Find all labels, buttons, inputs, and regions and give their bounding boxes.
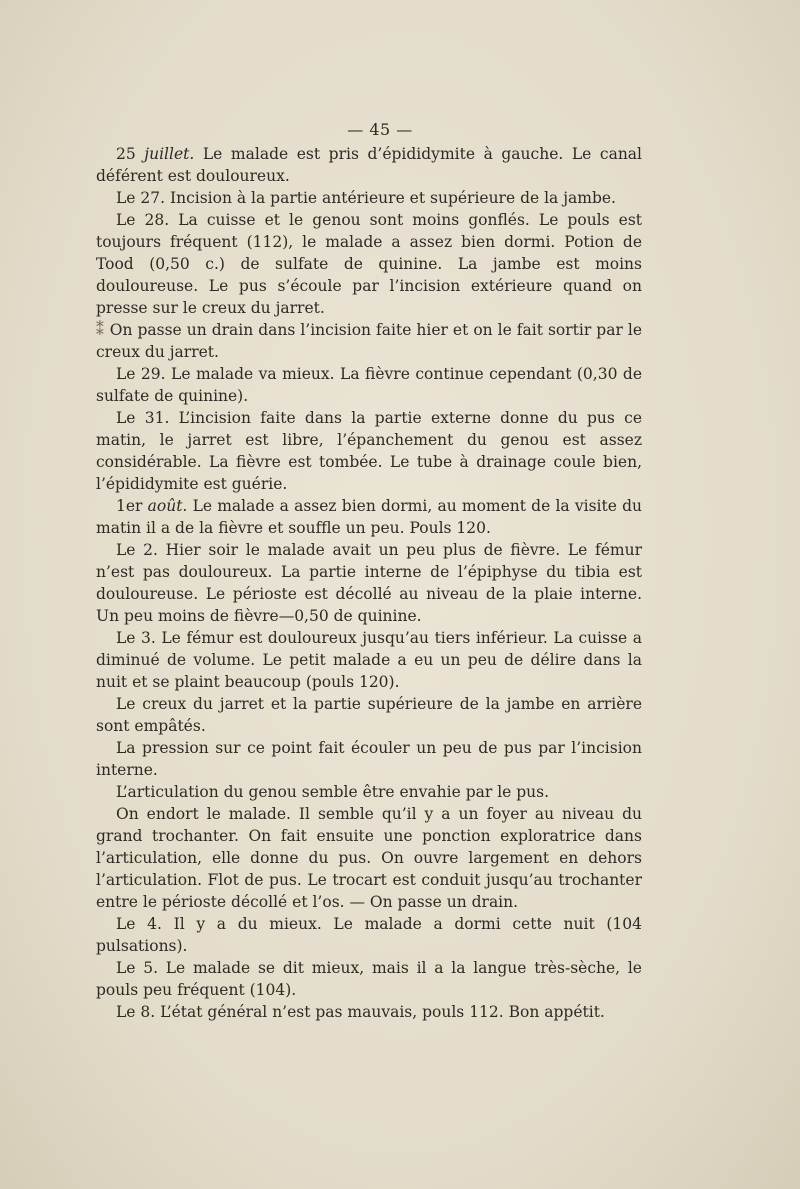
paragraph: ⁑ On passe un drain dans l’incision faite hier et on le fait sortir par le creux du jarret. xyxy=(96,321,642,361)
paragraph: Le 29. Le malade va mieux. La fièvre continue cependant (0,30 de sulfate de quinine). xyxy=(96,365,642,405)
paragraph: Le 2. Hier soir le malade avait un peu plus de fièvre. Le fémur n’est pas douloureux. La partie interne de l’épiphyse du tibia est douloureuse. Le périoste est décollé au niveau de la plaie interne. Un peu moins de fièvre—0,50 de quinine. xyxy=(96,541,642,625)
paragraph: 25 juillet. Le malade est pris d’épididymite à gauche. Le canal déférent est douloureux. xyxy=(96,145,643,185)
body-text xyxy=(96,143,642,1023)
paragraph: Le 31. L’incision faite dans la partie externe donne du pus ce matin, le jarret est libre, l’épanchement du genou est assez considérable. La fièvre est tombée. Le tube à drainage coule bien, l’épididymite est guérie. xyxy=(96,409,642,493)
paragraph: 1er août. Le malade a assez bien dormi, au moment de la visite du matin il a de la fièvre et souffle un peu. Pouls 120. xyxy=(96,497,642,537)
paragraph: L’articulation du genou semble être envahie par le pus. xyxy=(116,783,550,801)
paragraph: Le 28. La cuisse et le genou sont moins gonflés. Le pouls est toujours fréquent (112), le malade a assez bien dormi. Potion de Tood (0,50 c.) de sulfate de quinine. La jambe est moins douloureuse. Le pus s’écoule par l’incision extérieure quand on presse sur le creux du jarret. xyxy=(96,211,642,317)
paragraph: Le creux du jarret et la partie supérieure de la jambe en arrière sont empâtés. xyxy=(96,695,642,735)
paragraph: Le 8. L’état général n’est pas mauvais, pouls 112. Bon appétit. xyxy=(116,1003,605,1021)
paragraph: Le 4. Il y a du mieux. Le malade a dormi cette nuit (104 pulsations). xyxy=(96,915,642,955)
paragraph: Le 3. Le fémur est douloureux jusqu’au tiers inférieur. La cuisse a diminué de volume. Le petit malade a eu un peu de délire dans la nuit et se plaint beaucoup (pouls 120). xyxy=(96,629,642,691)
page-number: — 45 — xyxy=(347,120,413,139)
margin-mark-icon: ⁑ xyxy=(96,321,104,339)
paragraph: On endort le malade. Il semble qu’il y a un foyer au niveau du grand trochanter. On fait ensuite une ponction exploratrice dans l’articulation, elle donne du pus. On ouvre largement en dehors l’articulation. Flot de pus. Le trocart est conduit jusqu’au trochanter entre le périoste décollé et l’os. — On passe un drain. xyxy=(96,805,642,911)
paragraph: La pression sur ce point fait écouler un peu de pus par l’incision interne. xyxy=(96,739,642,779)
paragraph: Le 27. Incision à la partie antérieure et supérieure de la jambe. xyxy=(116,189,616,207)
paragraph: Le 5. Le malade se dit mieux, mais il a la langue très-sèche, le pouls peu fréquent (104). xyxy=(96,959,642,999)
